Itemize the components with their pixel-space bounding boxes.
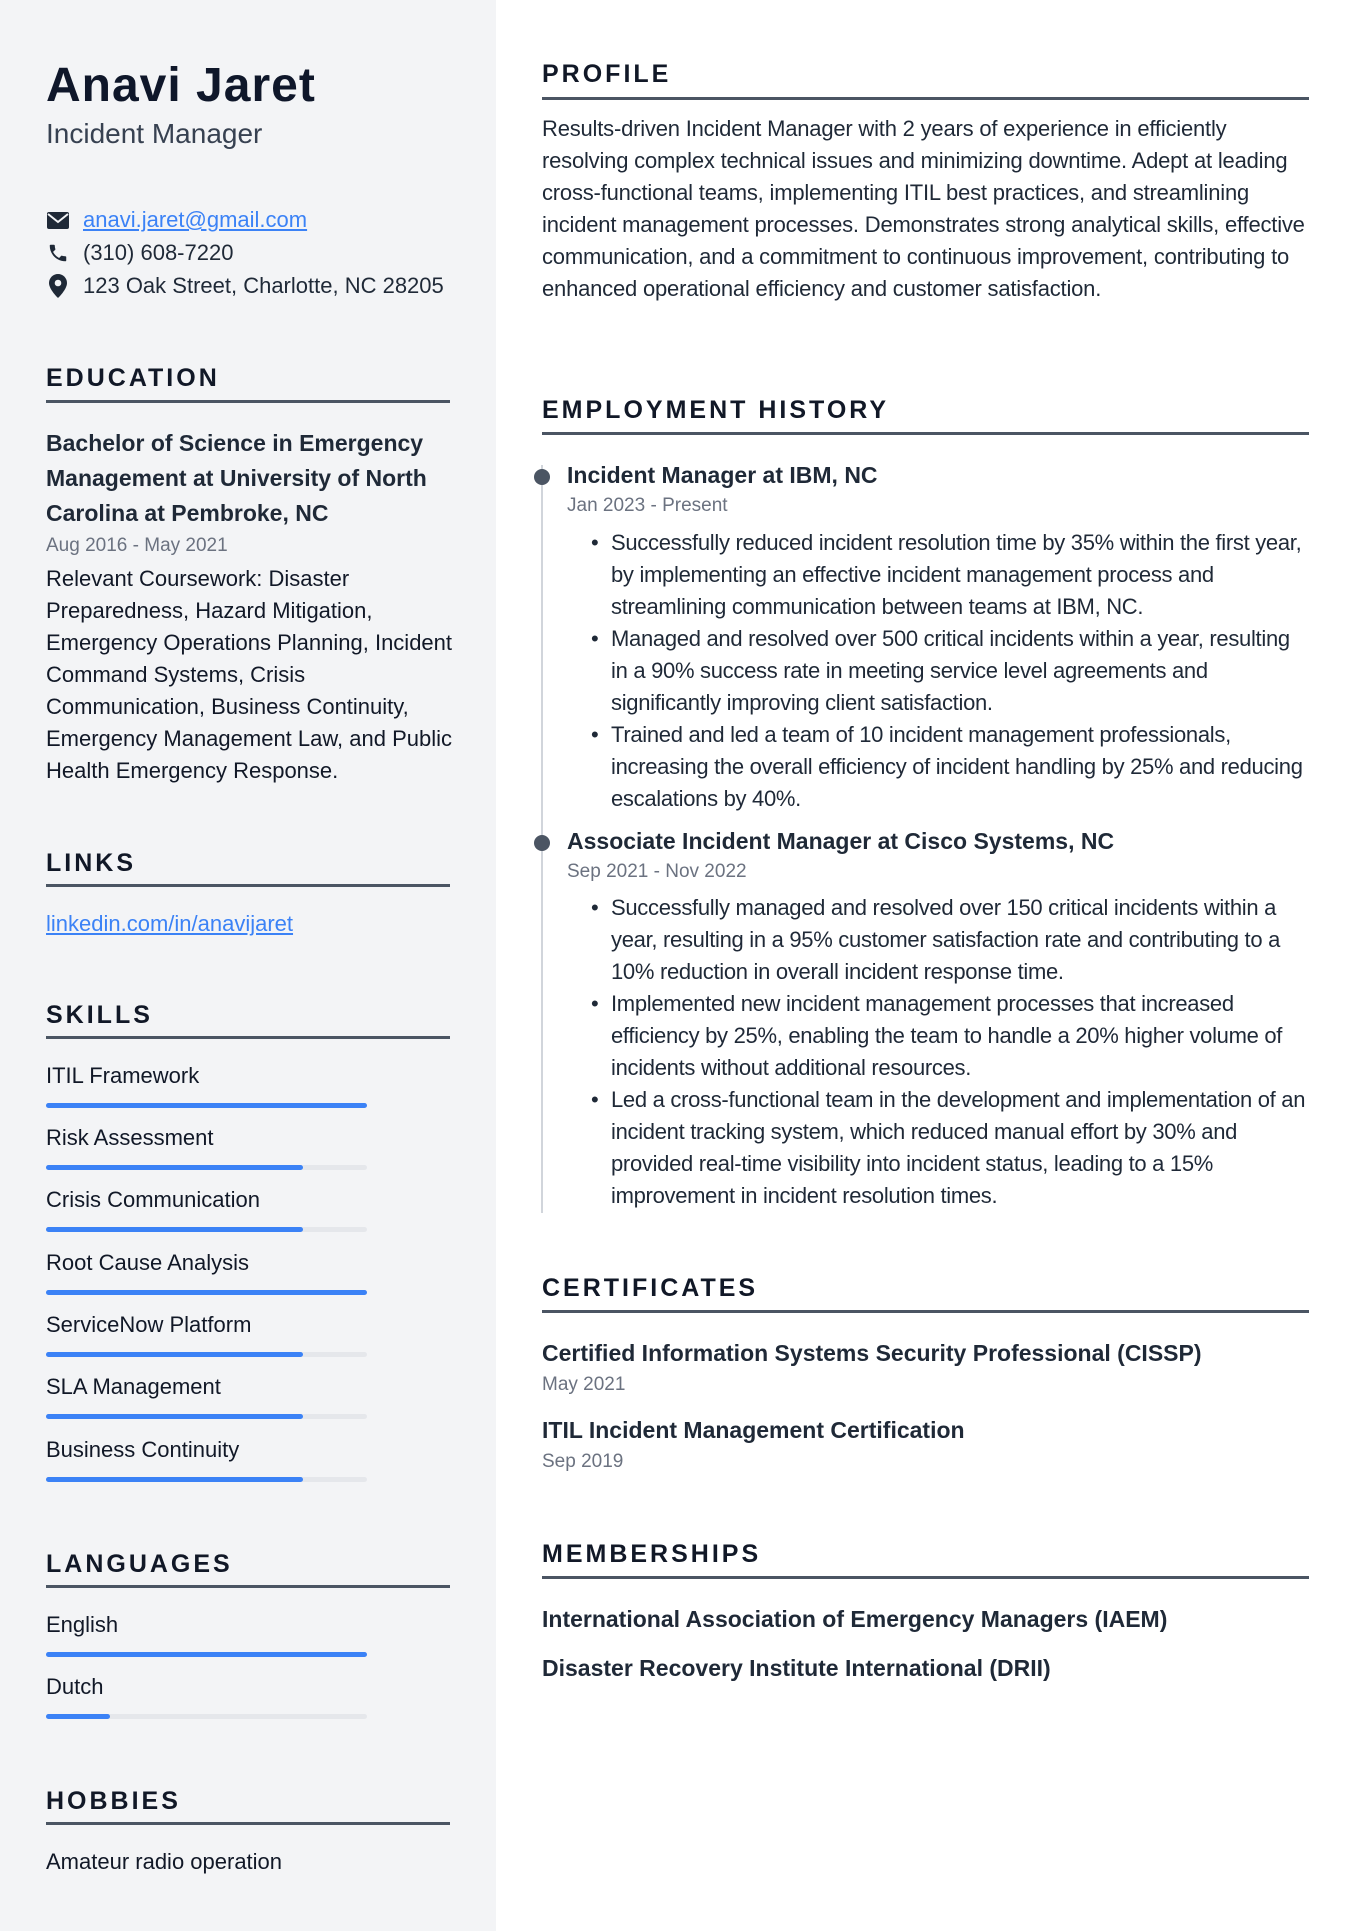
language-label: Dutch: [46, 1674, 104, 1699]
job-bullet: • Successfully managed and resolved over 150 critical incidents within a year, resulting in a 95% customer satisfaction rate and contributing to a 10% reduction in overall incident response time.: [611, 892, 1311, 988]
skill-bar: [46, 1165, 367, 1170]
job-bullets: [611, 527, 1311, 815]
languages-heading: LANGUAGES: [46, 1550, 233, 1578]
education-heading: EDUCATION: [46, 364, 220, 392]
certificate-date: May 2021: [542, 1374, 626, 1395]
timeline-dot-icon: [534, 835, 550, 851]
skill-label: ServiceNow Platform: [46, 1312, 252, 1337]
employment-heading: EMPLOYMENT HISTORY: [542, 396, 890, 424]
job-bullet: • Managed and resolved over 500 critical incidents within a year, resulting in a 90% success rate in meeting service level agreements and significantly improving client satisfaction.: [611, 623, 1311, 719]
job-bullet: • Led a cross-functional team in the development and implementation of an incident tracking system, which reduced manual effort by 30% and provided real-time visibility into incident status, leading to a 15% improvement in incident resolution times.: [611, 1084, 1311, 1212]
skill-bar: [46, 1477, 367, 1482]
education-degree: Bachelor of Science in Emergency Management at University of North Carolina at Pembroke, NC: [46, 430, 427, 526]
skill-bar-fill: [46, 1103, 367, 1108]
skill-bar: [46, 1227, 367, 1232]
address-text: 123 Oak Street, Charlotte, NC 28205: [83, 273, 444, 298]
skill-bar-fill: [46, 1352, 303, 1357]
certificate-date: Sep 2019: [542, 1451, 624, 1472]
contact-email-row: [46, 207, 307, 233]
candidate-name: Anavi Jaret: [46, 59, 316, 112]
skill-label: Business Continuity: [46, 1437, 240, 1462]
language-bar: [46, 1714, 367, 1719]
profile-heading: PROFILE: [542, 60, 672, 88]
timeline-dot-icon: [534, 469, 550, 485]
contact-address-row: [46, 273, 444, 299]
skill-bar: [46, 1414, 367, 1419]
skills-divider: [46, 1036, 450, 1039]
skill-bar: [46, 1352, 367, 1357]
skill-bar-fill: [46, 1290, 367, 1295]
map-pin-icon: [46, 274, 70, 298]
skill-bar-fill: [46, 1477, 303, 1482]
language-bar-fill: [46, 1714, 110, 1719]
skill-label: Root Cause Analysis: [46, 1250, 249, 1275]
education-divider: [46, 400, 450, 403]
skill-label: ITIL Framework: [46, 1063, 200, 1088]
phone-text: (310) 608-7220: [83, 240, 234, 265]
education-description: Relevant Coursework: Disaster Preparedness, Hazard Mitigation, Emergency Operations Planning, Incident Command Systems, Crisis Communication, Business Continuity, Emergency Management Law, and Public Health Emergency Response.: [46, 566, 453, 783]
envelope-icon: [46, 208, 70, 232]
skill-label: SLA Management: [46, 1374, 221, 1399]
languages-divider: [46, 1585, 450, 1588]
hobbies-heading: HOBBIES: [46, 1787, 181, 1815]
job-bullets: [611, 892, 1311, 1212]
education-dates: Aug 2016 - May 2021: [46, 535, 228, 556]
contact-phone-row: [46, 240, 233, 266]
candidate-title: Incident Manager: [46, 118, 263, 149]
certificates-divider: [542, 1310, 1309, 1313]
job-title: Associate Incident Manager at Cisco Systems, NC: [567, 828, 1115, 854]
membership-item: International Association of Emergency Managers (IAEM): [542, 1606, 1168, 1632]
skills-heading: SKILLS: [46, 1001, 153, 1029]
job-dates: Jan 2023 - Present: [567, 495, 728, 516]
skill-bar: [46, 1103, 367, 1108]
skill-bar: [46, 1290, 367, 1295]
profile-text: Results-driven Incident Manager with 2 years of experience in efficiently resolving complex technical issues and minimizing downtime. Adept at leading cross-functional teams, implementing ITIL best practices, and streamlining incident management processes. Demonstrates strong analytical skills, effective communication, and a commitment to continuous improvement, contributing to enhanced operational efficiency and customer satisfaction.: [542, 116, 1305, 301]
skill-bar-fill: [46, 1227, 303, 1232]
skill-label: Risk Assessment: [46, 1125, 214, 1150]
job-dates: Sep 2021 - Nov 2022: [567, 861, 747, 882]
hobbies-divider: [46, 1822, 450, 1825]
email-link[interactable]: anavi.jaret@gmail.com: [83, 207, 308, 232]
certificate-title: Certified Information Systems Security Professional (CISSP): [542, 1340, 1202, 1366]
job-title: Incident Manager at IBM, NC: [567, 462, 878, 488]
links-divider: [46, 884, 450, 887]
job-bullet: • Trained and led a team of 10 incident management professionals, increasing the overall efficiency of incident handling by 25% and reducing escalations by 40%.: [611, 719, 1311, 815]
language-bar-fill: [46, 1652, 367, 1657]
job-bullet: • Implemented new incident management processes that increased efficiency by 25%, enabling the team to handle a 20% higher volume of incidents without additional resources.: [611, 988, 1311, 1084]
memberships-divider: [542, 1576, 1309, 1579]
hobby-item: Amateur radio operation: [46, 1849, 283, 1874]
phone-icon: [46, 241, 70, 265]
linkedin-link[interactable]: linkedin.com/in/anavijaret: [46, 911, 294, 936]
language-label: English: [46, 1612, 119, 1637]
language-bar: [46, 1652, 367, 1657]
sidebar: [0, 0, 496, 1931]
skill-bar-fill: [46, 1165, 303, 1170]
job-bullet: • Successfully reduced incident resolution time by 35% within the first year, by implementing an effective incident management process and streamlining communication between teams at IBM, NC.: [611, 527, 1311, 623]
memberships-heading: MEMBERSHIPS: [542, 1540, 762, 1568]
skill-label: Crisis Communication: [46, 1187, 260, 1212]
skill-bar-fill: [46, 1414, 303, 1419]
profile-divider: [542, 97, 1309, 100]
certificates-heading: CERTIFICATES: [542, 1274, 759, 1302]
certificate-title: ITIL Incident Management Certification: [542, 1417, 965, 1443]
links-heading: LINKS: [46, 849, 136, 877]
employment-divider: [542, 432, 1309, 435]
membership-item: Disaster Recovery Institute International (DRII): [542, 1655, 1051, 1681]
